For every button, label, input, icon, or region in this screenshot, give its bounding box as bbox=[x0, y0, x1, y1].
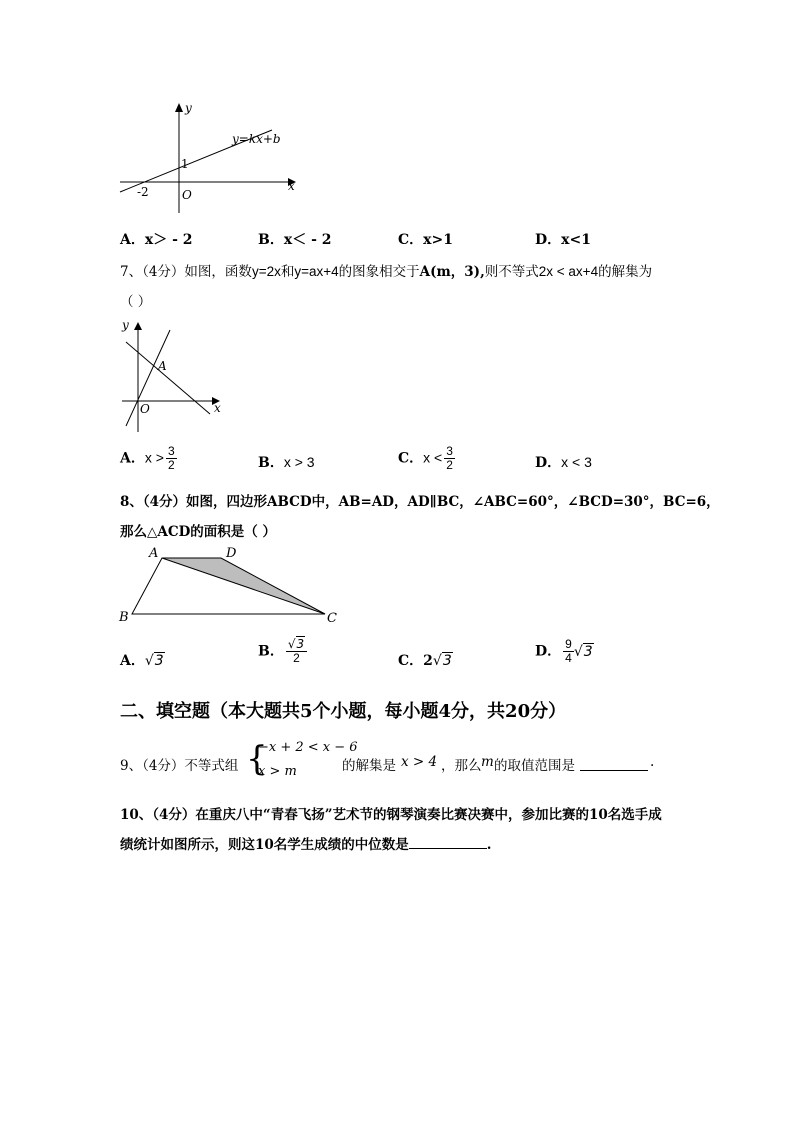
vertex-d-label: D bbox=[226, 546, 237, 561]
q8-option-a[interactable]: A．√3 bbox=[120, 653, 164, 669]
origin-label: O bbox=[140, 402, 150, 416]
q10-stem-line2: 绩统计如图所示，则这10名学生成绩的中位数是 . bbox=[120, 833, 492, 853]
q6-option-d[interactable]: D．x<1 bbox=[535, 232, 591, 248]
origin-label: O bbox=[182, 188, 192, 202]
x-axis-label: x bbox=[214, 401, 221, 415]
q7-option-b[interactable]: B．x > 3 bbox=[258, 454, 315, 471]
q7-paren: （ ） bbox=[120, 294, 152, 310]
q8-option-d[interactable]: D． $\frac{9}{4}$ √3 bbox=[535, 637, 593, 665]
q6-option-b[interactable]: B．x＜ - 2 bbox=[258, 232, 332, 248]
x-axis-label: x bbox=[288, 179, 295, 193]
vertex-a-label: A bbox=[149, 546, 159, 561]
q9-answer-blank[interactable] bbox=[580, 754, 648, 771]
q8-stem-line2: 那么△ACD的面积是（ ） bbox=[120, 524, 277, 540]
q10-stem-line1: 10、（4分）在重庆八中“青春飞扬”艺术节的钢琴演奏比赛决赛中，参加比赛的10名选手成 bbox=[120, 807, 662, 823]
q7-option-a[interactable]: A．x > $\frac{3}{2}$ bbox=[120, 444, 175, 472]
q7-stem: 7、（4分）如图，函数y=2x和y=ax+4的图象相交于A(m，3),则不等式2x < ax+4的解集为 bbox=[120, 264, 653, 280]
point-a-label: A bbox=[158, 359, 167, 373]
q8-stem-line1: 8、（4分）如图，四边形ABCD中，AB=AD，AD∥BC，∠ABC=60°，∠BCD=30°，BC=6， bbox=[120, 494, 720, 510]
q8-option-b[interactable]: B． $\frac{√3}{2}$ bbox=[258, 638, 307, 665]
y-arrow-icon bbox=[175, 103, 183, 112]
q8-option-c[interactable]: C．2√3 bbox=[398, 653, 452, 669]
q6-option-c[interactable]: C．x>1 bbox=[398, 232, 453, 248]
vertex-b-label: B bbox=[119, 610, 129, 625]
y-axis-label: y bbox=[185, 101, 192, 115]
x-intercept-label: -2 bbox=[137, 185, 149, 199]
section-2-title: 二、填空题（本大题共5个小题，每小题4分，共20分） bbox=[120, 701, 567, 722]
vertex-c-label: C bbox=[327, 611, 337, 626]
graph-linear-function bbox=[110, 98, 310, 218]
q7-option-d[interactable]: D．x < 3 bbox=[535, 454, 592, 471]
q6-option-a[interactable]: A．x＞ - 2 bbox=[120, 232, 193, 248]
brace-icon: { bbox=[246, 739, 268, 779]
figure-trapezoid-abcd bbox=[115, 542, 345, 627]
y-axis-label: y bbox=[122, 318, 129, 332]
y-arrow-icon bbox=[134, 322, 142, 330]
line-label: y=kx+b bbox=[232, 132, 281, 146]
q7-option-c[interactable]: C．x < $\frac{3}{2}$ bbox=[398, 444, 453, 472]
y-intercept-label: 1 bbox=[181, 157, 189, 171]
q10-answer-blank[interactable] bbox=[409, 834, 487, 849]
graph-intersecting-lines bbox=[112, 316, 232, 436]
